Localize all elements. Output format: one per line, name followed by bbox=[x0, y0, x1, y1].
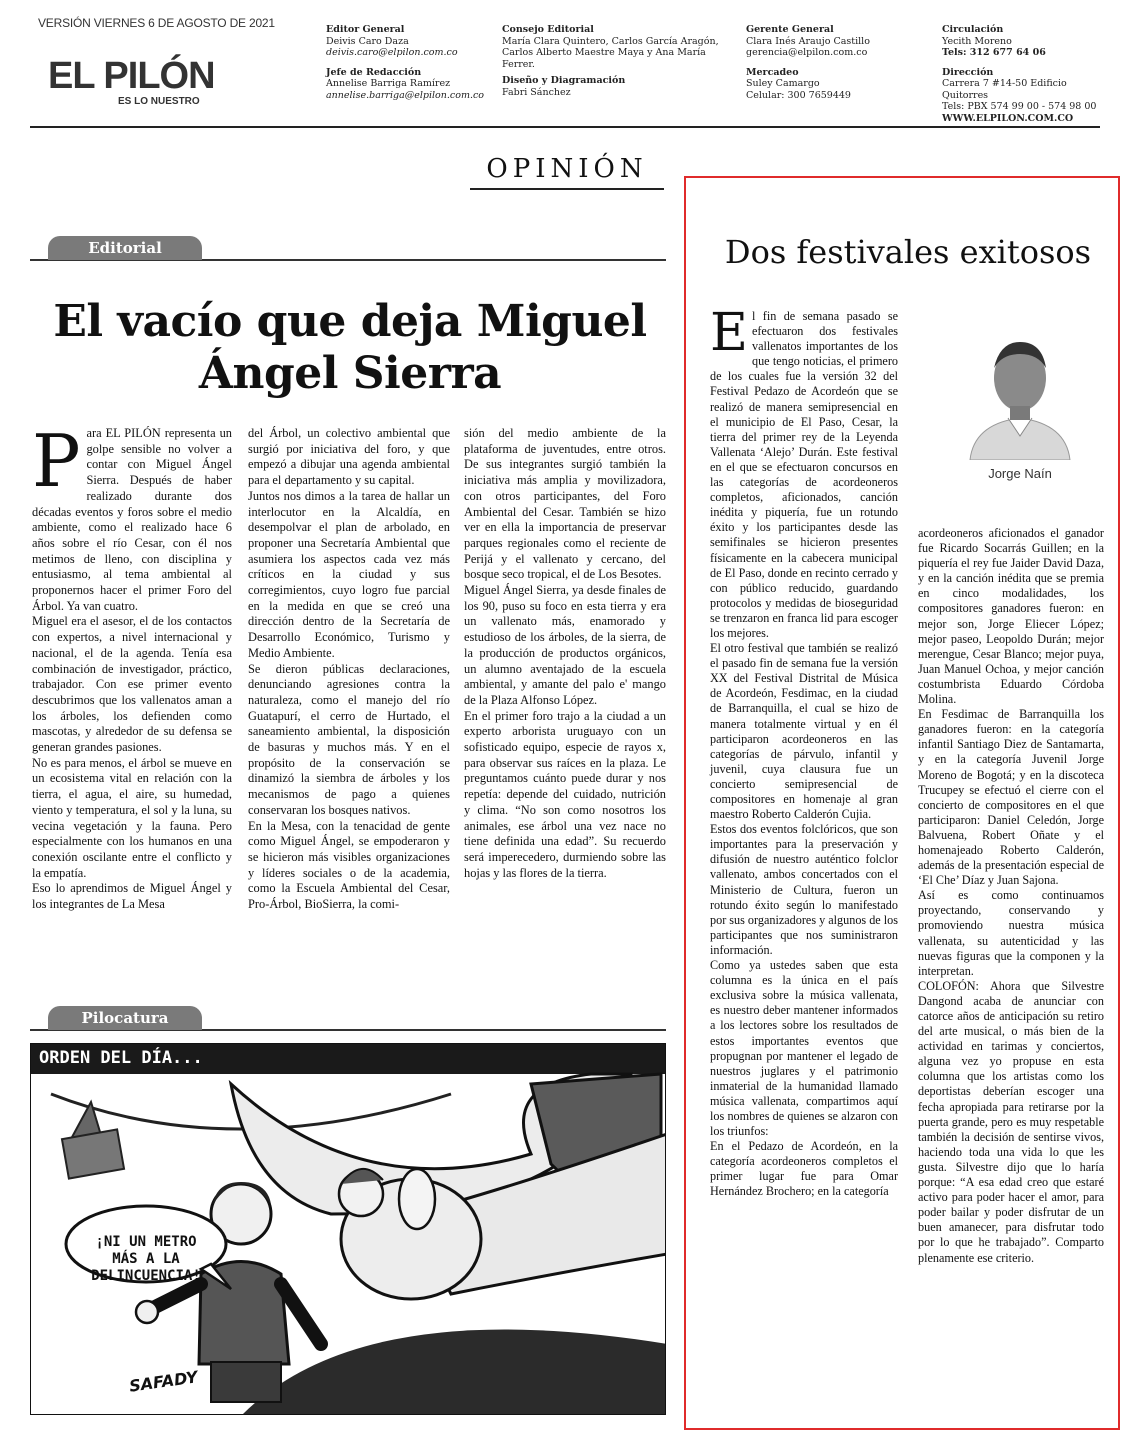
staff-column-editor bbox=[326, 24, 486, 101]
editorial-column-1 bbox=[32, 419, 232, 913]
cartoonist-signature: SAFADY bbox=[128, 1367, 199, 1396]
drop-cap: E bbox=[710, 303, 748, 363]
staff-phone: Celular: 300 7659449 bbox=[746, 89, 851, 101]
staff-email-link[interactable]: annelise.barriga@elpilon.com.co bbox=[326, 89, 485, 101]
paragraph: Miguel era el asesor, el de los contactos con expertos, a nivel internacional y nacional, el de la agenda. Tenía esa combinación de investigador, práctico, trabajador. Con ese primer evento descubrimos que los vallenatos aman a los árboles, los defienden como mascotas, y alrededor de su defensa se generan grandes pasiones. bbox=[32, 614, 232, 755]
edition-date: VERSIÓN VIERNES 6 DE AGOSTO DE 2021 bbox=[38, 16, 275, 30]
paragraph: acordeoneros aficionados el ganador fue Ricardo Socarrás Guillen; en la piquería el rey fue Jaider David Daza, y en la canción inédita que se premia en cinco modalidades, los compositores ganadores fueron: en mejor son, Jorge Eliecer López; mejor paseo, Leopoldo Durán; mejor merengue, Cesar Blanco; mejor puya, Juan Manuel Ochoa, y mejor canción costumbrista Eduardo Córdoba Molina. bbox=[918, 526, 1104, 707]
paragraph: Juntos nos dimos a la tarea de hallar un interlocutor en la Alcaldía, en desempolvar el plan de arbolado, en proponer una Secretaría Ambiental que asumiera los aspectos cada vez más críticos en la ciudad y sus corregimientos, cuyo logro fue parcial en la medida en que se creó una dirección dentro de la Secretaría de Desarrollo Económico, Turismo y Medio Ambiente. bbox=[248, 488, 450, 660]
headline-line: Ángel Sierra bbox=[198, 348, 502, 399]
drop-cap: P bbox=[32, 419, 81, 503]
staff-name: Fabri Sánchez bbox=[502, 86, 571, 98]
section-title: OPINIÓN bbox=[486, 154, 648, 184]
editorial-headline bbox=[30, 296, 670, 400]
staff-column-circulation bbox=[942, 24, 1112, 124]
paragraph: Así es como continuamos proyectando, conservando y promoviendo nuestra música vallenata, su autenticidad y las nuevas figuras que la componen y la interpretan. bbox=[918, 888, 1104, 978]
newspaper-logo[interactable]: EL PILÓN bbox=[48, 55, 215, 97]
author-photo bbox=[960, 320, 1080, 460]
newspaper-slogan: ES LO NUESTRO bbox=[118, 96, 200, 107]
staff-column-board bbox=[502, 24, 722, 98]
staff-name: María Clara Quintero, Carlos García Aragón, bbox=[502, 35, 719, 47]
website-link[interactable]: WWW.ELPILON.COM.CO bbox=[942, 112, 1074, 124]
speech-bubble bbox=[81, 1234, 211, 1285]
column-text-1 bbox=[710, 303, 898, 1200]
cartoon-drawing bbox=[31, 1044, 666, 1415]
staff-heading: Dirección bbox=[942, 66, 994, 78]
editorial-column-2 bbox=[248, 426, 450, 913]
staff-heading: Diseño y Diagramación bbox=[502, 75, 626, 86]
staff-name: Clara Inés Araujo Castillo bbox=[746, 35, 870, 47]
paragraph: Se dieron públicas declaraciones, denunciando agresiones contra la naturaleza, como el manejo del río Guatapurí, el cerro de Hurtado, el saneamiento ambiental, la disposición de basuras y muchos más. Y en el propósito de la conservación se dinamizó la siembra de árboles y los mecanismos de pago a quienes conservaran los bosques nativos. bbox=[248, 661, 450, 817]
editorial-tab[interactable]: Editorial bbox=[48, 236, 202, 260]
staff-name: Yecith Moreno bbox=[942, 35, 1012, 47]
staff-email-link[interactable]: gerencia@elpilon.com.co bbox=[746, 47, 868, 58]
staff-heading: Circulación bbox=[942, 24, 1004, 35]
editorial-column-3 bbox=[464, 426, 666, 881]
staff-heading: Mercadeo bbox=[746, 66, 799, 78]
paragraph: Como ya ustedes saben que esta columna es la única en el país exclusiva sobre la música vallenata, es nuestro deber mantener informados a los lectores sobre los resultados de estos importantes eventos que propugnan por mantener el legado de nuestros juglares y el patrimonio inmaterial de la humanidad llamado música vallenata, compartimos aquí los nombres de quienes se alzaron con los triunfos: bbox=[710, 958, 898, 1139]
staff-column-manager bbox=[746, 24, 916, 101]
bubble-line: DELINCUENCIA! bbox=[91, 1268, 201, 1284]
staff-email-link[interactable]: deivis.caro@elpilon.com.co bbox=[326, 47, 458, 58]
staff-phone: Tels: PBX 574 99 00 - 574 98 00 bbox=[942, 101, 1097, 112]
staff-name: Ferrer. bbox=[502, 58, 535, 70]
paragraph: COLOFÓN: Ahora que Silvestre Dangond acaba de anunciar con catorce años de anticipación su retiro del arte musical, o más bien de la actividad en tarimas y conciertos, alguna vez yo propuse en esta columna que los artistas como los deportistas deberían escoger una fecha apropiada para retirarse por la puerta grande, pero es muy respetable también la decisión de sentirse vivos, haciendo toda una vida lo que les gusta. Silvestre dijo que lo haría porque: “A esa edad creo que estaré activo para poder hacer el amor, para poder bailar y poder disfrutar de un buen amanecer, para disfrutar todo por lo que he trabajado”. Comparto plenamente ese criterio. bbox=[918, 978, 1104, 1265]
paragraph: Eso lo aprendimos de Miguel Ángel y los integrantes de La Mesa bbox=[32, 881, 232, 912]
paragraph: En el primer foro trajo a la ciudad a un experto arborista uruguayo con un sofisticado equipo, especie de rayos x, para observar sus raíces en la plaza. Le preguntamos cuánto puede durar y nos repetía: depende del cuidado, nutrición y clima. “No son como nosotros los animales, ese árbol una vez nace no tiene definida una edad”. Su recuerdo será imperecedero, durmiendo sobre las hojas y las flores de la tierra. bbox=[464, 708, 666, 880]
staff-heading: Jefe de Redacción bbox=[326, 66, 422, 78]
column-title: Dos festivales exitosos bbox=[724, 233, 1092, 271]
staff-phone: Tels: 312 677 64 06 bbox=[942, 47, 1046, 58]
paragraph: En la Mesa, con la tenacidad de gente como Miguel Ángel, se empoderaron y se hicieron más visibles organizaciones y líderes sociales o de la academia, como la Escuela Ambiental del Cesar, Pro-Árbol, BioSierra, la comi- bbox=[248, 818, 450, 912]
headline-line: El vacío que deja Miguel bbox=[53, 296, 647, 347]
staff-name: Suley Camargo bbox=[746, 78, 820, 89]
cartoon-caption: ORDEN DEL DÍA... bbox=[39, 1048, 203, 1068]
bubble-line: MÁS A LA bbox=[112, 1251, 180, 1267]
cartoon-tab[interactable]: Pilocatura bbox=[48, 1006, 202, 1030]
paragraph: l fin de semana pasado se efectuaron dos festivales vallenatos importantes de los que tengo noticias, el primero de los cuales fue la versión 32 del Festival Pedazo de Acordeón que se realizó de manera semipresencial en el municipio de El Paso, Cesar, la tierra del primer rey de la Leyenda Vallenata ‘Alejo’ Durán. Este festival en el que se efectuaron concursos en las categorías de acordeoneros completos, aficionados, canción inédita y piquería, fue un rotundo éxito y los participantes desde las semifinales se hicieron presentes físicamente en la cabecera municipal de El Paso, donde en recinto cerrado y con público reducido, guardando protocolos y medidas de bioseguridad se trenzaron en franca lid para escoger los mejores. bbox=[710, 309, 898, 640]
column-text-2 bbox=[918, 526, 1104, 1266]
cartoon-illustration bbox=[30, 1043, 666, 1415]
paragraph: En el Pedazo de Acordeón, en la categoría acordeoneros completos el primer lugar fue para Omar Hernández Brochero; en la categoría bbox=[710, 1139, 898, 1199]
staff-heading: Consejo Editorial bbox=[502, 24, 594, 35]
paragraph: ara EL PILÓN representa un golpe sensible no volver a contar con Miguel Ángel Sierra. Después de haber realizado durante dos décadas eventos y foros sobre el medio ambiente, como el realizado hace 6 años sobre el río Cesar, con él nos metimos de lleno, con disciplina y entusiasmo, al tema ambiental al proponernos hacer el primer Foro del Árbol. Ya van cuatro. bbox=[32, 426, 232, 613]
staff-address: Carrera 7 #14-50 Edificio Quitorres bbox=[942, 78, 1067, 101]
paragraph: Estos dos eventos folclóricos, que son importantes para la preservación y difusión de nuestro auténtico folclor vallenato, ambos concertados con el Ministerio de Cultura, fueron un rotundo éxito según lo manifestado por sus organizadores y algunos de los participantes que nos suministraron información. bbox=[710, 822, 898, 957]
author-name: Jorge Naín bbox=[988, 466, 1052, 481]
paragraph: Miguel Ángel Sierra, ya desde finales de los 90, puso su foco en esta tierra y era un vallenato más, enamorado y estudioso de los árboles, de la sierra, de la producción de productos orgánicos, un alumno aventajado de la escuela ambiental, y amante del palo e' mango de la Plaza Alfonso López. bbox=[464, 583, 666, 707]
masthead-rule bbox=[30, 126, 1100, 128]
paragraph: El otro festival que también se realizó el pasado fin de semana fue la versión XX del Festival Distrital de Música de Acordeón, Fesdimac, en la ciudad de Barranquilla, el cual se hizo de manera totalmente virtual y en él participaron acordeoneros en las categorías de párvulo, infantil y juvenil, cuya clausura fue un concierto semipresencial de compositores en homenaje al gran maestro Roberto Calderón Cujia. bbox=[710, 641, 898, 822]
paragraph: No es para menos, el árbol se mueve en un ecosistema vital en relación con la tierra, el agua, el aire, su humedad, viento y temperatura, el sol y la luna, su vecina vegetación y la fauna. Pero especialmente con los humanos en una conexión oscilante entre el conflicto y la empatía. bbox=[32, 755, 232, 880]
staff-name: Deivis Caro Daza bbox=[326, 35, 409, 47]
paragraph: En Fesdimac de Barranquilla los ganadores fueron: en la categoría infantil Santiago Diez de Santamarta, y en la categoría Juvenil Jorge Moreno de Bogotá; y en la discoteca Trucupey se efectuó el cierre con el concierto de compositores en el que participaron: Daniel Celedón, Jorge Balvuena, Robert Oñate y el homenajeado Roberto Calderón, además de la presentación especial de ‘El Che’ Díaz y Juan Sajona. bbox=[918, 707, 1104, 888]
paragraph: sión del medio ambiente de la plataforma de juventudes, entre otros. De sus integrantes surgió también la iniciativa más amplia y movilizadora, con otros participantes, del Foro Ambiental del Cesar. También se hizo ver en ella la importancia de preservar parques regionales como el reciente de Perijá y el vallenato y cercano, del bosque seco tropical, el de Los Besotes. bbox=[464, 426, 666, 582]
bubble-line: ¡NI UN METRO bbox=[95, 1234, 197, 1250]
paragraph: del Árbol, un colectivo ambiental que surgió por iniciativa del foro, y que empezó a dibujar una agenda ambiental para el departamento y su capital. bbox=[248, 426, 450, 488]
staff-heading: Gerente General bbox=[746, 24, 834, 35]
staff-heading: Editor General bbox=[326, 24, 405, 35]
section-rule bbox=[470, 188, 664, 190]
staff-name: Annelise Barriga Ramírez bbox=[326, 78, 451, 89]
staff-name: Carlos Alberto Maestre Maya y Ana María bbox=[502, 47, 706, 58]
